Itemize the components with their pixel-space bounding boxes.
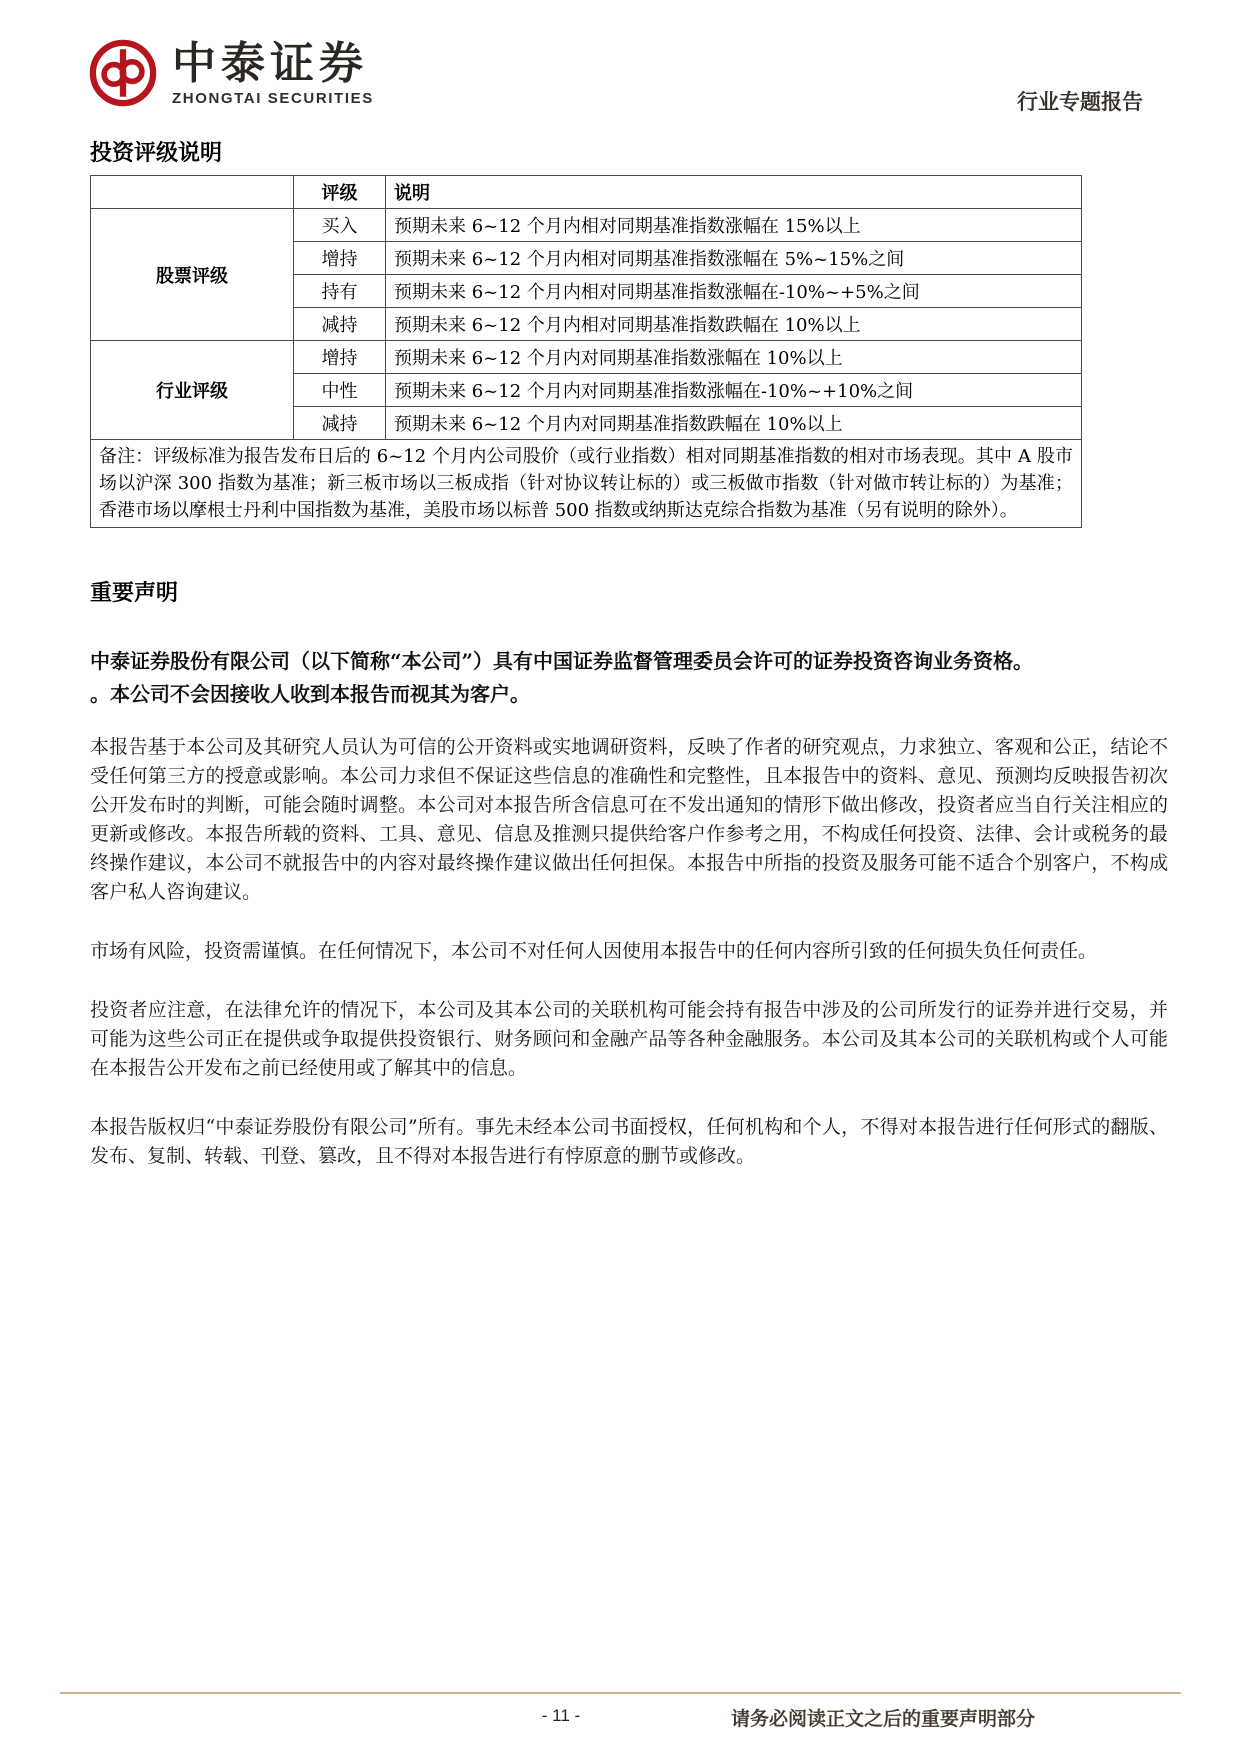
table-row (91, 209, 1082, 242)
zhongtai-logo-icon (88, 38, 158, 108)
group-label-industry: 行业评级 (91, 341, 294, 440)
rating-cell: 买入 (294, 209, 386, 242)
rating-note: 备注：评级标准为报告发布日后的 6~12 个月内公司股价（或行业指数）相对同期基准指数的相对市场表现。其中 A 股市场以沪深 300 指数为基准；新三板市场以三板成指（针对协议转让标的）或三板做市指数（针对做市转让标的）为基准；香港市场以摩根士丹利中国指数为基准，美股市场以标普 500 指数或纳斯达克综合指数为基准（另有说明的除外）。 (91, 440, 1082, 528)
brand-name-cn: 中泰证券 (172, 37, 368, 89)
report-type-label: 行业专题报告 (1017, 89, 1143, 114)
rating-cell: 减持 (294, 308, 386, 341)
rating-cell: 减持 (294, 407, 386, 440)
statement-paragraph: 本报告版权归“中泰证券股份有限公司”所有。事先未经本公司书面授权，任何机构和个人，不得对本报告进行任何形式的翻版、发布、复制、转载、刊登、篡改，且不得对本报告进行有悖原意的删节或修改。 (90, 1116, 1168, 1167)
footer-divider (60, 1692, 1181, 1694)
desc-cell: 预期未来 6~12 个月内相对同期基准指数涨幅在 5%~15%之间 (386, 242, 1082, 275)
footer-notice: 请务必阅读正文之后的重要声明部分 (730, 1708, 1035, 1730)
table-row (91, 341, 1082, 374)
desc-cell: 预期未来 6~12 个月内对同期基准指数涨幅在-10%~+10%之间 (386, 374, 1082, 407)
statement-lead-paragraph (90, 645, 1168, 711)
header-desc-cell: 说明 (386, 176, 1082, 209)
statement-section (90, 576, 1168, 1201)
rating-cell: 增持 (294, 341, 386, 374)
rating-note-row (91, 440, 1082, 528)
page-header (88, 38, 1143, 118)
statement-lead-line-2: 。本公司不会因接收人收到本报告而视其为客户。 (90, 682, 530, 706)
statement-section-title: 重要声明 (90, 580, 179, 606)
statement-paragraph: 投资者应注意，在法律允许的情况下，本公司及其本公司的关联机构可能会持有报告中涉及的公司所发行的证券并进行交易，并可能为这些公司正在提供或争取提供投资银行、财务顾问和金融产品等各种金融服务。本公司及其本公司的关联机构或个人可能在本报告公开发布之前已经使用或了解其中的信息。 (90, 999, 1168, 1079)
desc-cell: 预期未来 6~12 个月内相对同期基准指数涨幅在-10%~+5%之间 (386, 275, 1082, 308)
rating-cell: 持有 (294, 275, 386, 308)
brand-name-en: ZHONGTAI SECURITIES (172, 89, 374, 107)
brand-logo (88, 38, 1143, 108)
rating-table (90, 175, 1082, 528)
desc-cell: 预期未来 6~12 个月内对同期基准指数跌幅在 10%以上 (386, 407, 1082, 440)
desc-cell: 预期未来 6~12 个月内相对同期基准指数跌幅在 10%以上 (386, 308, 1082, 341)
statement-paragraph: 本报告基于本公司及其研究人员认为可信的公开资料或实地调研资料，反映了作者的研究观点，力求独立、客观和公正，结论不受任何第三方的授意或影响。本公司力求但不保证这些信息的准确性和完整性，且本报告中的资料、意见、预测均反映报告初次公开发布时的判断，可能会随时调整。本公司对本报告所含信息可在不发出通知的情形下做出修改，投资者应当自行关注相应的更新或修改。本报告所载的资料、工具、意见、信息及推测只提供给客户作参考之用，不构成任何投资、法律、会计或税务的最终操作建议，本公司不就报告中的内容对最终操作建议做出任何担保。本报告中所指的投资及服务可能不适合个别客户，不构成客户私人咨询建议。 (90, 736, 1168, 903)
desc-cell: 预期未来 6~12 个月内相对同期基准指数涨幅在 15%以上 (386, 209, 1082, 242)
rating-table-header-row (91, 176, 1082, 209)
rating-section-title: 投资评级说明 (90, 140, 223, 166)
rating-cell: 中性 (294, 374, 386, 407)
group-label-stock: 股票评级 (91, 209, 294, 341)
rating-cell: 增持 (294, 242, 386, 275)
header-empty-cell (91, 176, 294, 209)
page-number: - 11 - (541, 1706, 581, 1725)
statement-paragraph: 市场有风险，投资需谨慎。在任何情况下，本公司不对任何人因使用本报告中的任何内容所引致的任何损失负任何责任。 (90, 940, 1098, 962)
header-rating-cell: 评级 (294, 176, 386, 209)
desc-cell: 预期未来 6~12 个月内对同期基准指数涨幅在 10%以上 (386, 341, 1082, 374)
statement-lead-line-1: 中泰证券股份有限公司（以下简称“本公司”）具有中国证券监督管理委员会许可的证券投资咨询业务资格。 (90, 649, 1034, 673)
brand-text (172, 37, 374, 107)
rating-section (90, 136, 1073, 528)
